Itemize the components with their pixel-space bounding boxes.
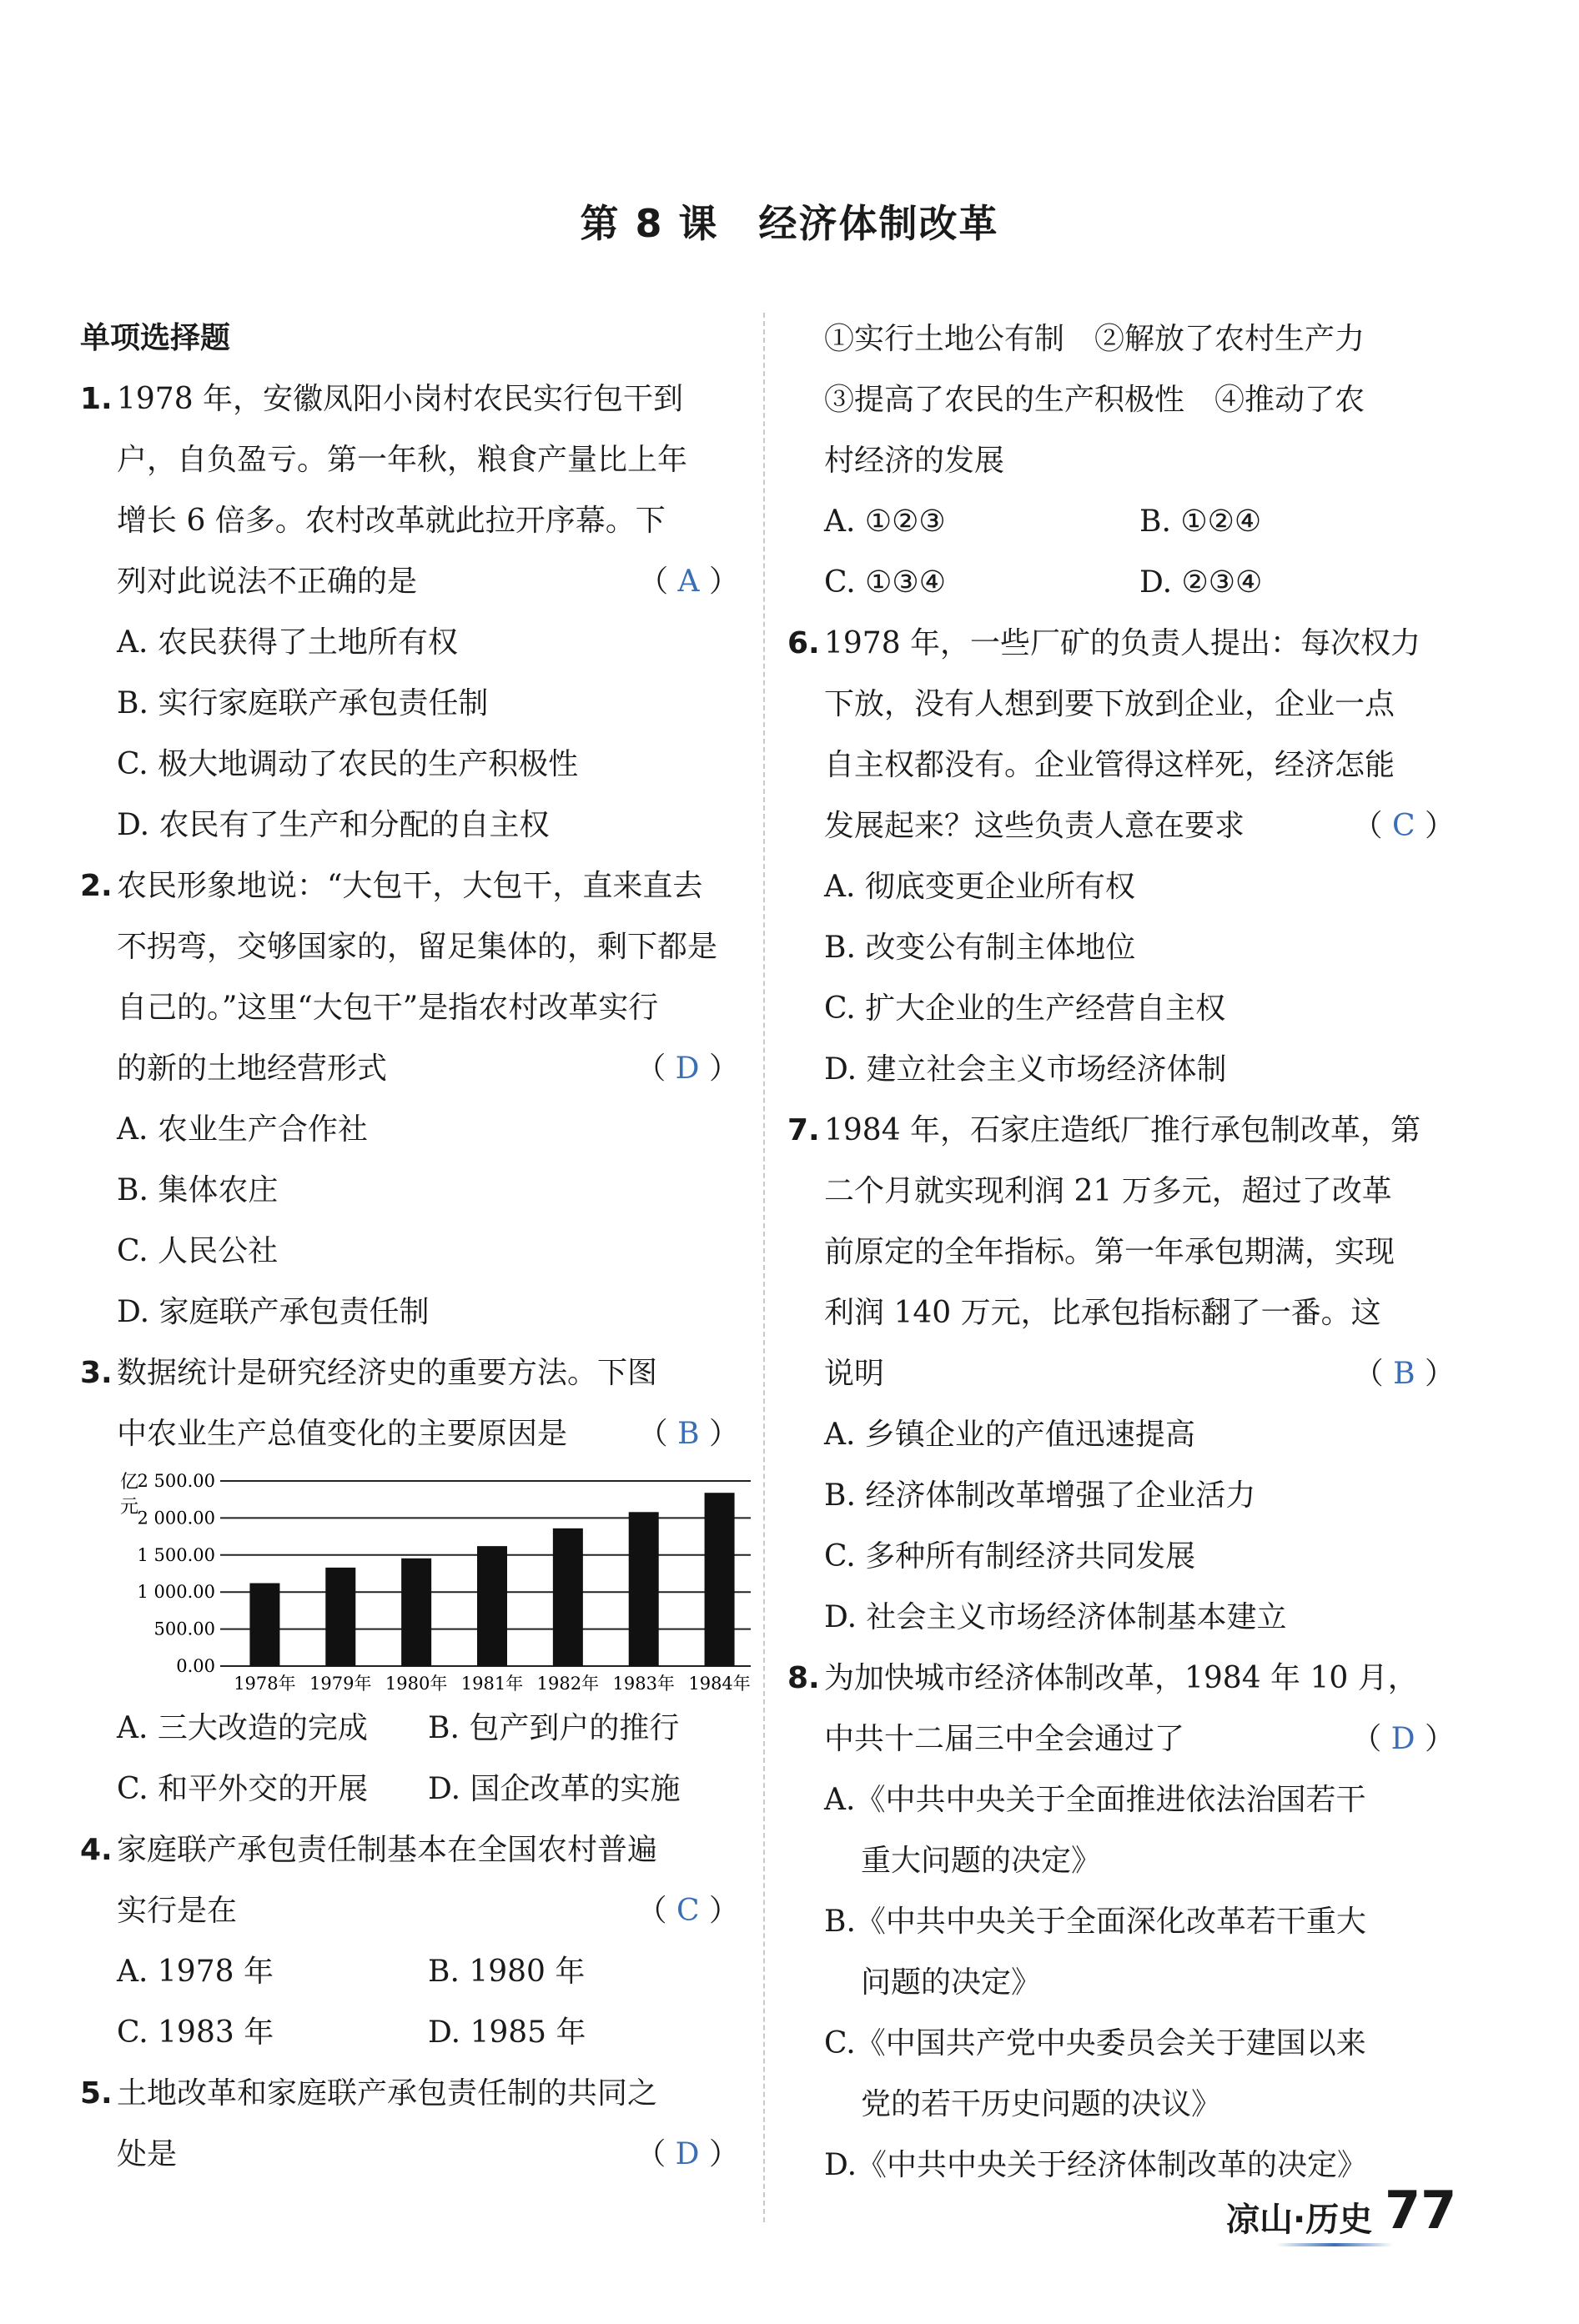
x-tick-label: 1983年 [612, 1674, 675, 1694]
stem-line: 中共十二届三中全会通过了 [824, 1722, 1185, 1756]
option-line-cont: 问题的决定》 [861, 1965, 1042, 2000]
options [80, 1941, 739, 2063]
option[interactable]: A. 农民获得了土地所有权 [117, 625, 458, 660]
question-8 [787, 1648, 1455, 2196]
footer-label: 凉山·历史 [1226, 2201, 1373, 2239]
option[interactable]: B. 1980 年 [428, 1955, 586, 1989]
question-stem [80, 369, 739, 612]
right-column [787, 309, 1455, 2196]
option-row [824, 491, 1455, 552]
page-number: 77 [1385, 2180, 1457, 2241]
question-stem [80, 1343, 739, 1464]
options [787, 1769, 1455, 2196]
options [80, 612, 739, 856]
x-tick-label: 1984年 [688, 1674, 751, 1694]
option[interactable]: D. 1985 年 [428, 2015, 586, 2050]
stem-line: 自主权都没有。企业管得这样死，经济怎能 [824, 748, 1395, 782]
stem-line: 下放，没有人想到要下放到企业，企业一点 [824, 687, 1395, 721]
option[interactable]: C. 1983 年 [117, 2015, 274, 2050]
y-tick-label: 2 500.00 [137, 1471, 215, 1491]
question-stem [787, 613, 1455, 856]
question-2 [80, 856, 739, 1343]
option[interactable]: B. 实行家庭联产承包责任制 [117, 686, 489, 720]
stem-line: 前原定的全年指标。第一年承包期满，实现 [824, 1235, 1395, 1269]
option[interactable]: C. 和平外交的开展 [117, 1772, 369, 1806]
question-number: 2. [80, 869, 113, 903]
stem-line: 增长 6 倍多。农村改革就此拉开序幕。下 [117, 504, 666, 538]
options [80, 1099, 739, 1343]
answer-bracket: （ D ） [1351, 1722, 1455, 1756]
question-4 [80, 1820, 739, 2063]
y-tick-label: 1 000.00 [137, 1582, 215, 1603]
option-line: D.《中共中央关于经济体制改革的决定》 [824, 2148, 1368, 2182]
answer-mark: D [675, 2137, 700, 2171]
answer-bracket: （ C ） [636, 1894, 739, 1928]
y-tick-label: 0.00 [176, 1656, 215, 1676]
answer-bracket: （ D ） [636, 1052, 739, 1086]
options [787, 856, 1455, 1100]
bar [401, 1559, 431, 1666]
option[interactable]: D. 农民有了生产和分配的自主权 [117, 808, 550, 842]
bar [705, 1493, 735, 1666]
answer-mark: C [1392, 809, 1416, 843]
question-1 [80, 369, 739, 856]
stem-line: 为加快城市经济体制改革，1984 年 10 月， [824, 1661, 1418, 1695]
bar [477, 1546, 507, 1666]
answer-mark: B [677, 1417, 700, 1451]
option[interactable]: B. ①②④ [1139, 504, 1262, 539]
statement-line: ①实行土地公有制 ②解放了农村生产力 [824, 322, 1365, 356]
column-divider [763, 313, 765, 2222]
y-tick-label: 2 000.00 [137, 1508, 215, 1528]
option[interactable]: A. ①②③ [824, 504, 946, 539]
options [787, 491, 1455, 613]
stem-line: 中农业生产总值变化的主要原因是 [117, 1417, 568, 1451]
stem-line-with-answer [117, 551, 739, 612]
option[interactable]: A. 三大改造的完成 [117, 1711, 368, 1745]
bar [629, 1512, 659, 1666]
stem-line-with-answer [117, 1403, 739, 1464]
options [80, 1698, 739, 1820]
question-3 [80, 1343, 751, 1820]
page-title: 第 8 课 经济体制改革 [580, 201, 999, 246]
stem-line: 1984 年，石家庄造纸厂推行承包制改革，第 [824, 1113, 1421, 1147]
option[interactable]: D. 建立社会主义市场经济体制 [824, 1052, 1227, 1087]
option[interactable]: A. 乡镇企业的产值迅速提高 [824, 1418, 1195, 1452]
stem-line: 实行是在 [117, 1894, 238, 1928]
question-number: 4. [80, 1833, 113, 1867]
stem-line: 数据统计是研究经济史的重要方法。下图 [117, 1356, 658, 1390]
question-stem [787, 1100, 1455, 1404]
answer-mark: B [1393, 1357, 1416, 1391]
stem-line: 利润 140 万元，比承包指标翻了一番。这 [824, 1296, 1381, 1330]
option[interactable]: D. 家庭联产承包责任制 [117, 1295, 430, 1329]
stem-line-with-answer [117, 1880, 739, 1941]
stem-line-with-answer [117, 2124, 739, 2185]
option-row [117, 1941, 739, 2002]
x-tick-label: 1979年 [309, 1674, 372, 1694]
stem-line: 列对此说法不正确的是 [117, 565, 418, 599]
option[interactable] [824, 2013, 1455, 2135]
answer-bracket: （ B ） [637, 1417, 739, 1451]
question-stem [80, 856, 739, 1099]
question-5 [80, 2063, 739, 2185]
option-line-cont: 党的若干历史问题的决议》 [861, 2087, 1222, 2121]
stem-line: 1978 年，安徽凤阳小岗村农民实行包干到 [117, 382, 684, 416]
section-heading: 单项选择题 [80, 321, 231, 355]
option[interactable]: A. 彻底变更企业所有权 [824, 870, 1135, 904]
option[interactable] [824, 1769, 1455, 1891]
option-line-cont: 重大问题的决定》 [861, 1844, 1102, 1878]
stem-line: 说明 [824, 1357, 885, 1391]
question-number: 6. [787, 626, 820, 660]
question-stem [80, 1820, 739, 1941]
answer-bracket: （ D ） [636, 2137, 739, 2171]
option[interactable]: B. 改变公有制主体地位 [824, 931, 1136, 965]
option[interactable]: A. 1978 年 [117, 1955, 274, 1989]
stem-line: 发展起来？这些负责人意在要求 [824, 809, 1245, 843]
stem-line-with-answer [824, 1709, 1455, 1769]
option[interactable]: B. 集体农庄 [117, 1173, 279, 1207]
question-6 [787, 613, 1455, 1100]
question-7 [787, 1100, 1455, 1648]
left-column [80, 309, 751, 2185]
stem-line: 家庭联产承包责任制基本在全国农村普遍 [117, 1833, 658, 1867]
question-number: 5. [80, 2076, 113, 2111]
bar-chart [117, 1464, 751, 1698]
option-row [117, 2002, 739, 2063]
stem-line: 处是 [117, 2137, 178, 2171]
question-stem [80, 2063, 739, 2185]
y-axis-label-char: 元 [120, 1497, 139, 1518]
question-number: 3. [80, 1356, 113, 1390]
y-tick-label: 1 500.00 [137, 1544, 215, 1565]
option[interactable] [824, 1891, 1455, 2013]
chart-svg [117, 1464, 751, 1698]
x-tick-label: 1982年 [536, 1674, 600, 1694]
stem-line: 农民形象地说：“大包干，大包干，直来直去 [117, 869, 703, 903]
bar [553, 1528, 583, 1666]
y-tick-label: 500.00 [153, 1619, 215, 1639]
y-axis-label-char: 亿 [120, 1472, 139, 1493]
option[interactable]: C. 极大地调动了农民的生产积极性 [117, 747, 579, 781]
footer-decoration [1276, 2243, 1393, 2246]
stem-line: 自己的。”这里“大包干”是指农村改革实行 [117, 991, 659, 1025]
option-line: B.《中共中央关于全面深化改革若干重大 [824, 1905, 1366, 1939]
answer-bracket: （ B ） [1353, 1357, 1455, 1391]
bar [249, 1584, 279, 1666]
answer-mark: D [675, 1052, 700, 1086]
option[interactable]: C. 多种所有制经济共同发展 [824, 1539, 1196, 1574]
option-line: A.《中共中央关于全面推进依法治国若干 [824, 1783, 1366, 1817]
option[interactable]: B. 经济体制改革增强了企业活力 [824, 1478, 1256, 1513]
answer-mark: C [676, 1894, 700, 1928]
answer-bracket: （ C ） [1352, 809, 1455, 843]
option-row [824, 552, 1455, 613]
answer-mark: D [1390, 1722, 1416, 1756]
option-row [117, 1759, 739, 1820]
option[interactable]: D. 国企改革的实施 [428, 1772, 681, 1806]
question-number: 7. [787, 1113, 820, 1147]
option-line: C.《中国共产党中央委员会关于建国以来 [824, 2026, 1366, 2060]
option[interactable]: C. 人民公社 [117, 1234, 279, 1268]
stem-line-with-answer [117, 1038, 739, 1099]
stem-line: 不拐弯，交够国家的，留足集体的，剩下都是 [117, 930, 718, 964]
option[interactable]: D. 社会主义市场经济体制基本建立 [824, 1600, 1287, 1634]
question-number: 8. [787, 1661, 820, 1695]
options [787, 1404, 1455, 1648]
option[interactable]: D. ②③④ [1139, 565, 1263, 600]
stem-line: 1978 年，一些厂矿的负责人提出：每次权力 [824, 626, 1421, 660]
stem-line-with-answer [824, 1343, 1455, 1404]
question-stem [787, 1648, 1455, 1769]
answer-bracket: （ A ） [638, 565, 739, 599]
x-tick-label: 1978年 [234, 1674, 296, 1694]
option[interactable]: A. 农业生产合作社 [117, 1112, 368, 1147]
stem-line: 户，自负盈亏。第一年秋，粮食产量比上年 [117, 443, 688, 477]
stem-line: 土地改革和家庭联产承包责任制的共同之 [117, 2076, 658, 2111]
statement-line: 村经济的发展 [824, 444, 1005, 478]
answer-mark: A [677, 565, 700, 599]
option[interactable]: C. 扩大企业的生产经营自主权 [824, 991, 1226, 1026]
stem-line: 的新的土地经营形式 [117, 1052, 388, 1086]
question-number: 1. [80, 382, 113, 416]
stem-line-with-answer [824, 796, 1455, 856]
option[interactable]: B. 包产到户的推行 [428, 1711, 680, 1745]
statement-line: ③提高了农民的生产积极性 ④推动了农 [824, 383, 1365, 417]
option[interactable]: C. ①③④ [824, 565, 946, 600]
stem-line: 二个月就实现利润 21 万多元，超过了改革 [824, 1174, 1392, 1208]
page-footer [1226, 2180, 1460, 2250]
bar [325, 1568, 355, 1666]
x-tick-label: 1981年 [460, 1674, 524, 1694]
x-tick-label: 1980年 [385, 1674, 448, 1694]
question-5-continued [787, 309, 1455, 491]
option-row [117, 1698, 739, 1759]
